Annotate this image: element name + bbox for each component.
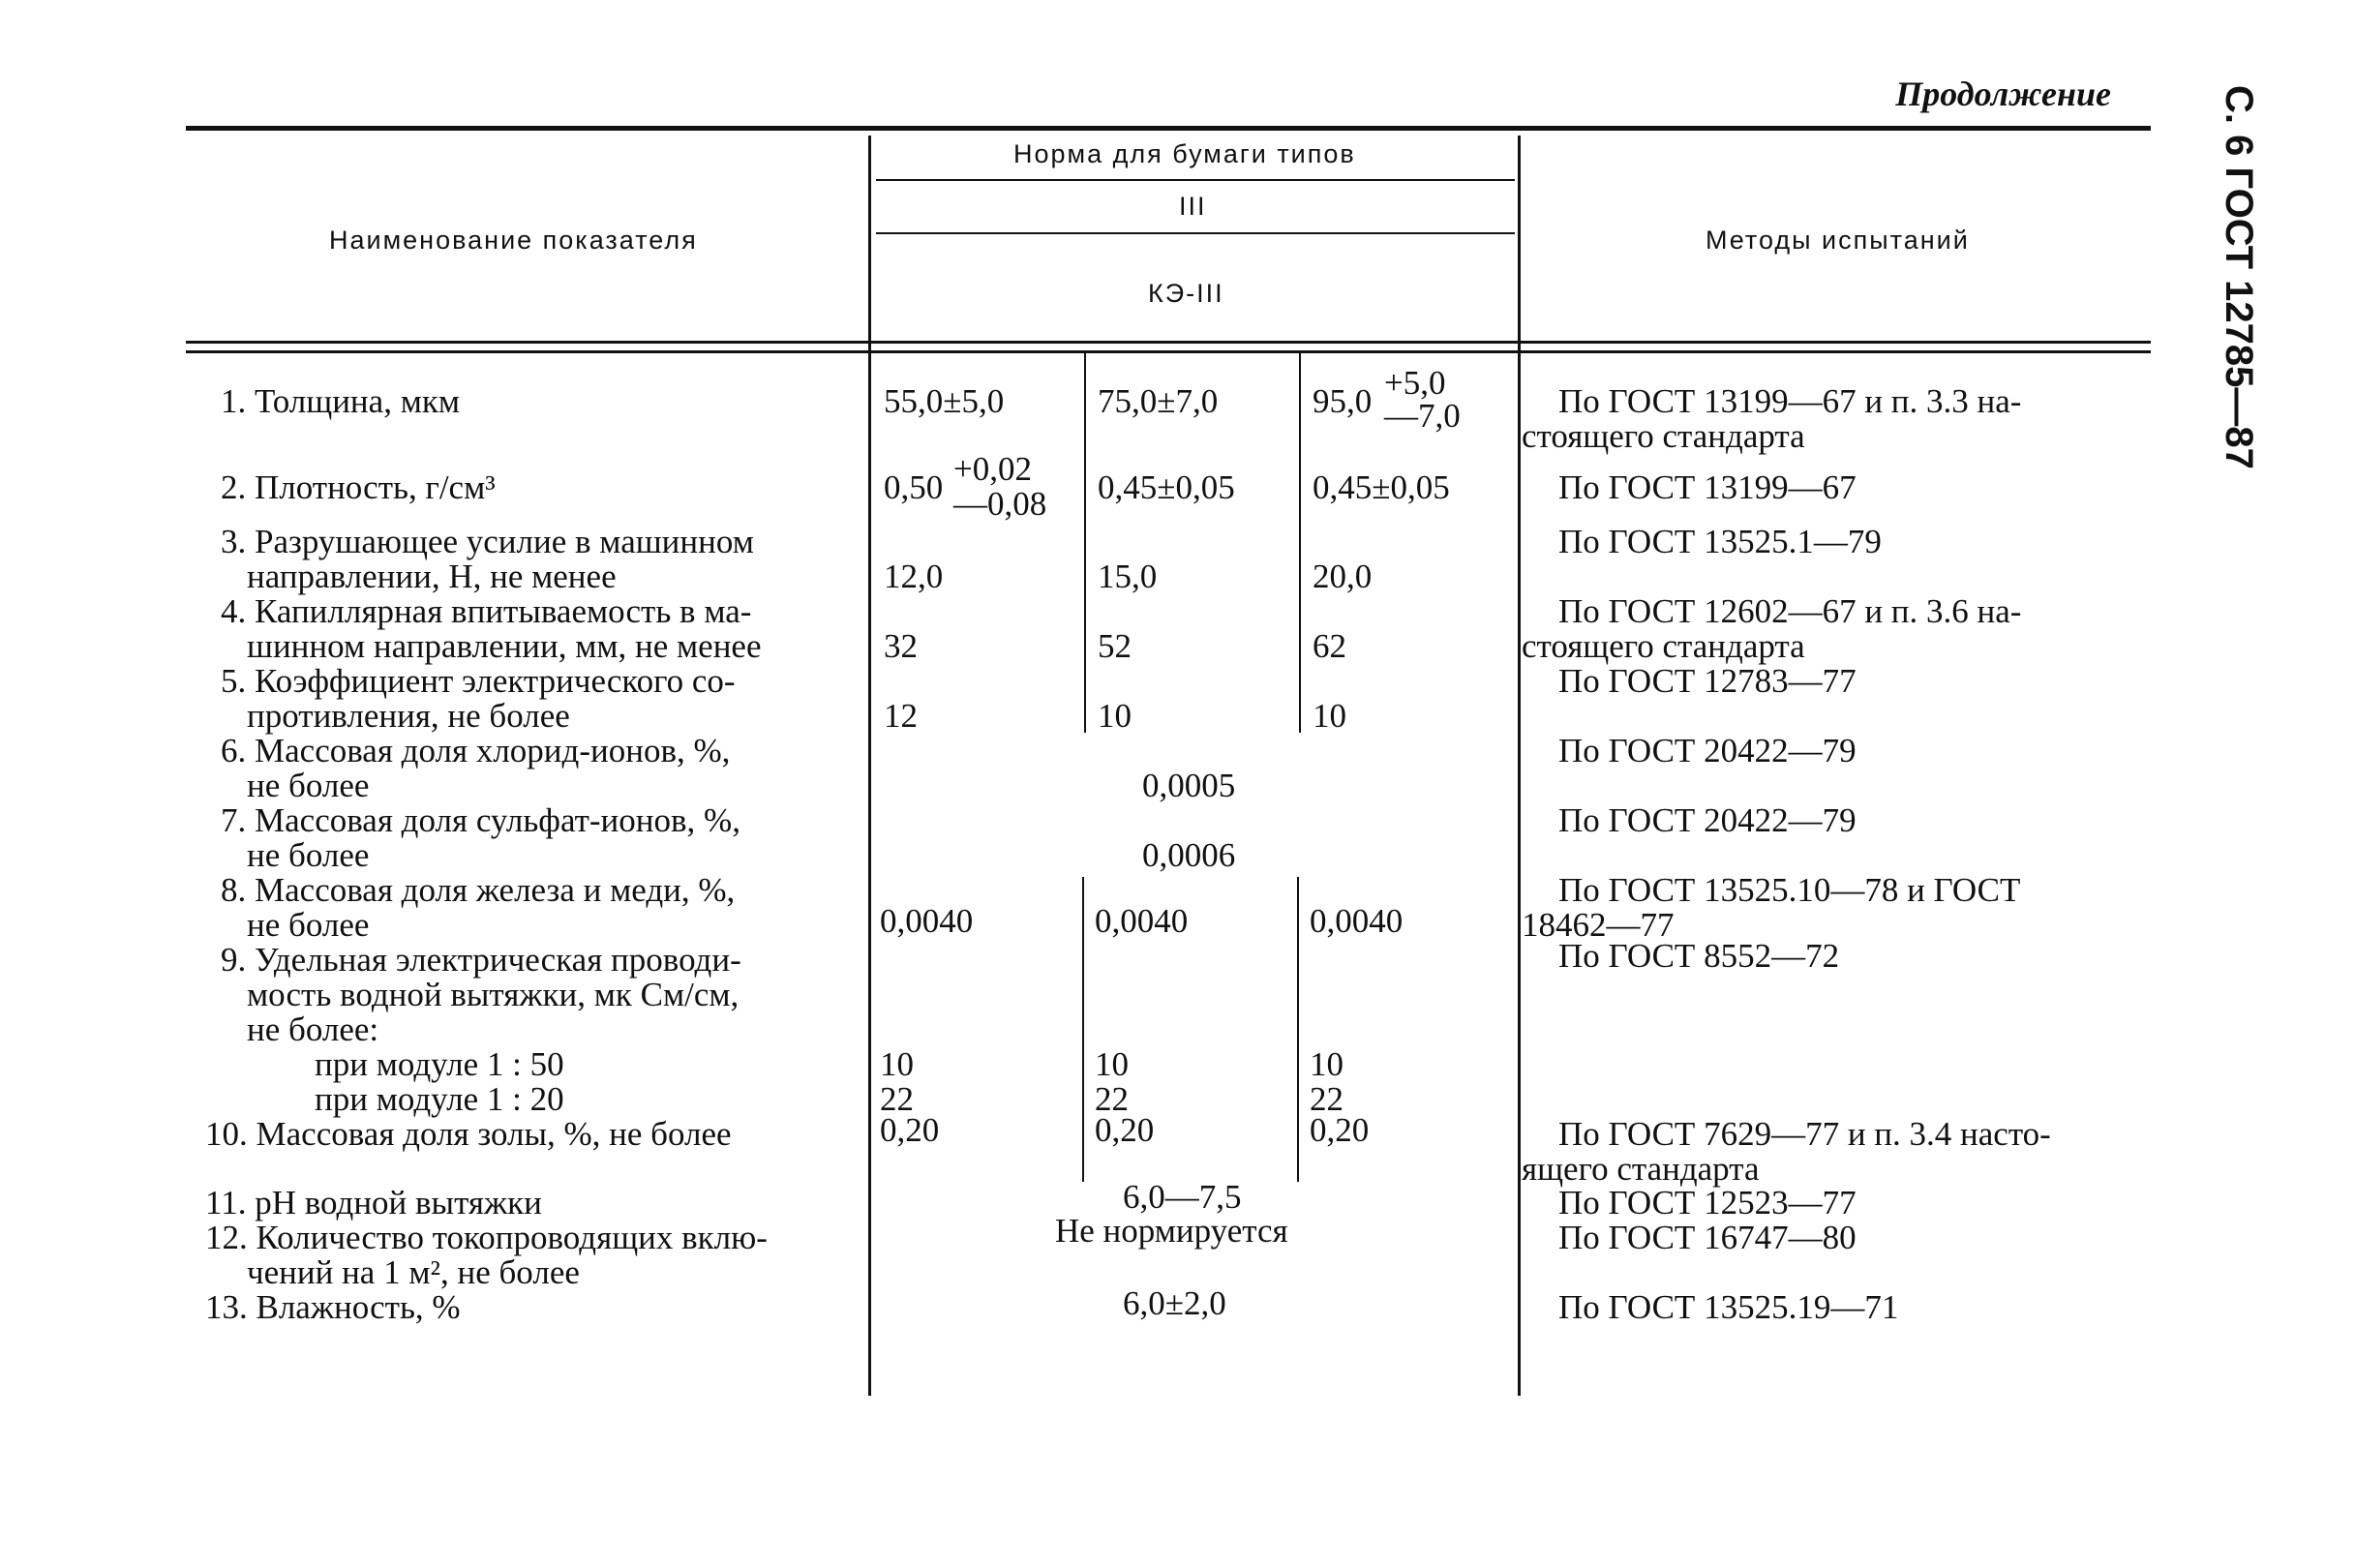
header-methods-col: Методы испытаний [1706, 226, 1970, 255]
row9a-v3: 10 [1310, 1045, 1344, 1083]
row12-name-2: чений на 1 м², не более [247, 1253, 580, 1291]
row1-v2: 75,0±7,0 [1098, 382, 1219, 420]
row4-name-1: 4. Капиллярная впитываемость в ма- [221, 592, 752, 630]
row3-v1: 12,0 [884, 558, 944, 595]
row5-name-2: противления, не более [247, 697, 570, 735]
row10-method-2: ящего стандарта [1522, 1150, 1760, 1188]
row5-v2: 10 [1098, 697, 1132, 735]
row11-name: 11. рН водной вытяжки [205, 1184, 542, 1221]
row4-v2: 52 [1098, 627, 1132, 665]
row6-method: По ГОСТ 20422—79 [1558, 732, 1857, 769]
row13-method: По ГОСТ 13525.19—71 [1558, 1288, 1899, 1326]
row4-method-2: стоящего стандарта [1522, 627, 1805, 665]
row7-common: 0,0006 [1142, 836, 1236, 874]
header-bottom-rule-1 [186, 341, 2151, 344]
continuation-label: Продолжение [1895, 75, 2111, 113]
row13-common: 6,0±2,0 [1123, 1284, 1226, 1322]
row7-method: По ГОСТ 20422—79 [1558, 801, 1857, 839]
table-top-rule [186, 126, 2151, 131]
row9a-v1: 10 [880, 1045, 914, 1083]
row13-name: 13. Влажность, % [205, 1288, 461, 1326]
row2-v1-tol-plus: +0,02 [953, 450, 1032, 488]
row11-method: По ГОСТ 12523—77 [1558, 1184, 1857, 1221]
row4-name-2: шинном направлении, мм, не менее [247, 627, 762, 665]
header-norm-group: Норма для бумаги типов [1013, 139, 1356, 168]
row6-name-2: не более [247, 767, 370, 804]
row3-name-1: 3. Разрушающее усилие в машинном [221, 523, 754, 560]
row1-v3-tol-plus: +5,0 [1384, 364, 1446, 402]
row12-common: Не нормируется [1055, 1212, 1288, 1250]
val-sep-a1 [1084, 353, 1086, 733]
row8-v1: 0,0040 [880, 902, 974, 940]
row8-name-1: 8. Массовая доля железа и меди, %, [221, 871, 736, 909]
row5-name-1: 5. Коэффициент электрического со- [221, 662, 736, 700]
row5-method: По ГОСТ 12783—77 [1558, 662, 1857, 700]
row5-v1: 12 [884, 697, 918, 735]
row7-name-1: 7. Массовая доля сульфат-ионов, %, [221, 801, 740, 839]
row10-name: 10. Массовая доля золы, %, не более [205, 1115, 732, 1153]
row9a-name: при модуле 1 : 50 [315, 1045, 564, 1083]
side-running-header: С. 6 ГОСТ 12785—87 [2218, 85, 2260, 469]
row2-name: 2. Плотность, г/см³ [221, 468, 496, 506]
row6-common: 0,0005 [1142, 767, 1236, 804]
row3-name-2: направлении, Н, не менее [247, 558, 617, 595]
row1-v1: 55,0±5,0 [884, 382, 1005, 420]
row1-name: 1. Толщина, мкм [221, 382, 460, 420]
row1-method-1: По ГОСТ 13199—67 и п. 3.3 на- [1558, 382, 2022, 420]
row2-v3: 0,45±0,05 [1313, 468, 1450, 506]
row4-method-1: По ГОСТ 12602—67 и п. 3.6 на- [1558, 592, 2022, 630]
row9b-v3: 22 [1310, 1080, 1344, 1118]
header-type: III [1179, 192, 1207, 221]
row12-name-1: 12. Количество токопроводящих вклю- [205, 1219, 768, 1256]
row9b-v1: 22 [880, 1080, 914, 1118]
row2-method: По ГОСТ 13199—67 [1558, 468, 1857, 506]
norm-subrule-1 [876, 179, 1515, 181]
row6-name-1: 6. Массовая доля хлорид-ионов, %, [221, 732, 731, 769]
norm-subrule-2 [876, 232, 1515, 234]
row4-v3: 62 [1313, 627, 1346, 665]
row11-common: 6,0—7,5 [1123, 1178, 1242, 1216]
row10-v3: 0,20 [1310, 1111, 1370, 1149]
row10-method-1: По ГОСТ 7629—77 и п. 3.4 насто- [1558, 1115, 2051, 1153]
row9-name-2: мость водной вытяжки, мк См/см, [247, 976, 740, 1013]
row9-name-1: 9. Удельная электрическая проводи- [221, 941, 741, 979]
col-sep-name-norm [868, 136, 871, 1396]
row8-v2: 0,0040 [1095, 902, 1189, 940]
row3-v3: 20,0 [1313, 558, 1373, 595]
row5-v3: 10 [1313, 697, 1346, 735]
row8-name-2: не более [247, 906, 370, 944]
row1-v3: 95,0 [1313, 382, 1373, 420]
header-name-col: Наименование показателя [329, 226, 698, 255]
row8-v3: 0,0040 [1310, 902, 1404, 940]
row3-method: По ГОСТ 13525.1—79 [1558, 523, 1882, 560]
row2-v1-tol-minus: —0,08 [953, 485, 1047, 523]
row9b-name: при модуле 1 : 20 [315, 1080, 564, 1118]
row9a-v2: 10 [1095, 1045, 1129, 1083]
row8-method-1: По ГОСТ 13525.10—78 и ГОСТ [1558, 871, 2021, 909]
row1-method-2: стоящего стандарта [1522, 417, 1805, 455]
row10-v2: 0,20 [1095, 1111, 1155, 1149]
header-grade: КЭ-III [1148, 279, 1224, 308]
row8-method-2: 18462—77 [1522, 906, 1675, 944]
row1-v3-tol-minus: —7,0 [1384, 397, 1461, 435]
row2-v1: 0,50 [884, 468, 944, 506]
val-sep-b1 [1299, 353, 1301, 733]
row10-v1: 0,20 [880, 1111, 940, 1149]
row12-method: По ГОСТ 16747—80 [1558, 1219, 1857, 1256]
row2-v2: 0,45±0,05 [1098, 468, 1235, 506]
row9-name-3: не более: [247, 1010, 379, 1048]
row9-method: По ГОСТ 8552—72 [1558, 937, 1840, 975]
val-sep-b2 [1297, 877, 1299, 1182]
row3-v2: 15,0 [1098, 558, 1158, 595]
row7-name-2: не более [247, 836, 370, 874]
row9b-v2: 22 [1095, 1080, 1129, 1118]
val-sep-a2 [1082, 877, 1084, 1182]
row4-v1: 32 [884, 627, 918, 665]
header-bottom-rule-2 [186, 350, 2151, 353]
col-sep-norm-methods [1518, 136, 1521, 1396]
